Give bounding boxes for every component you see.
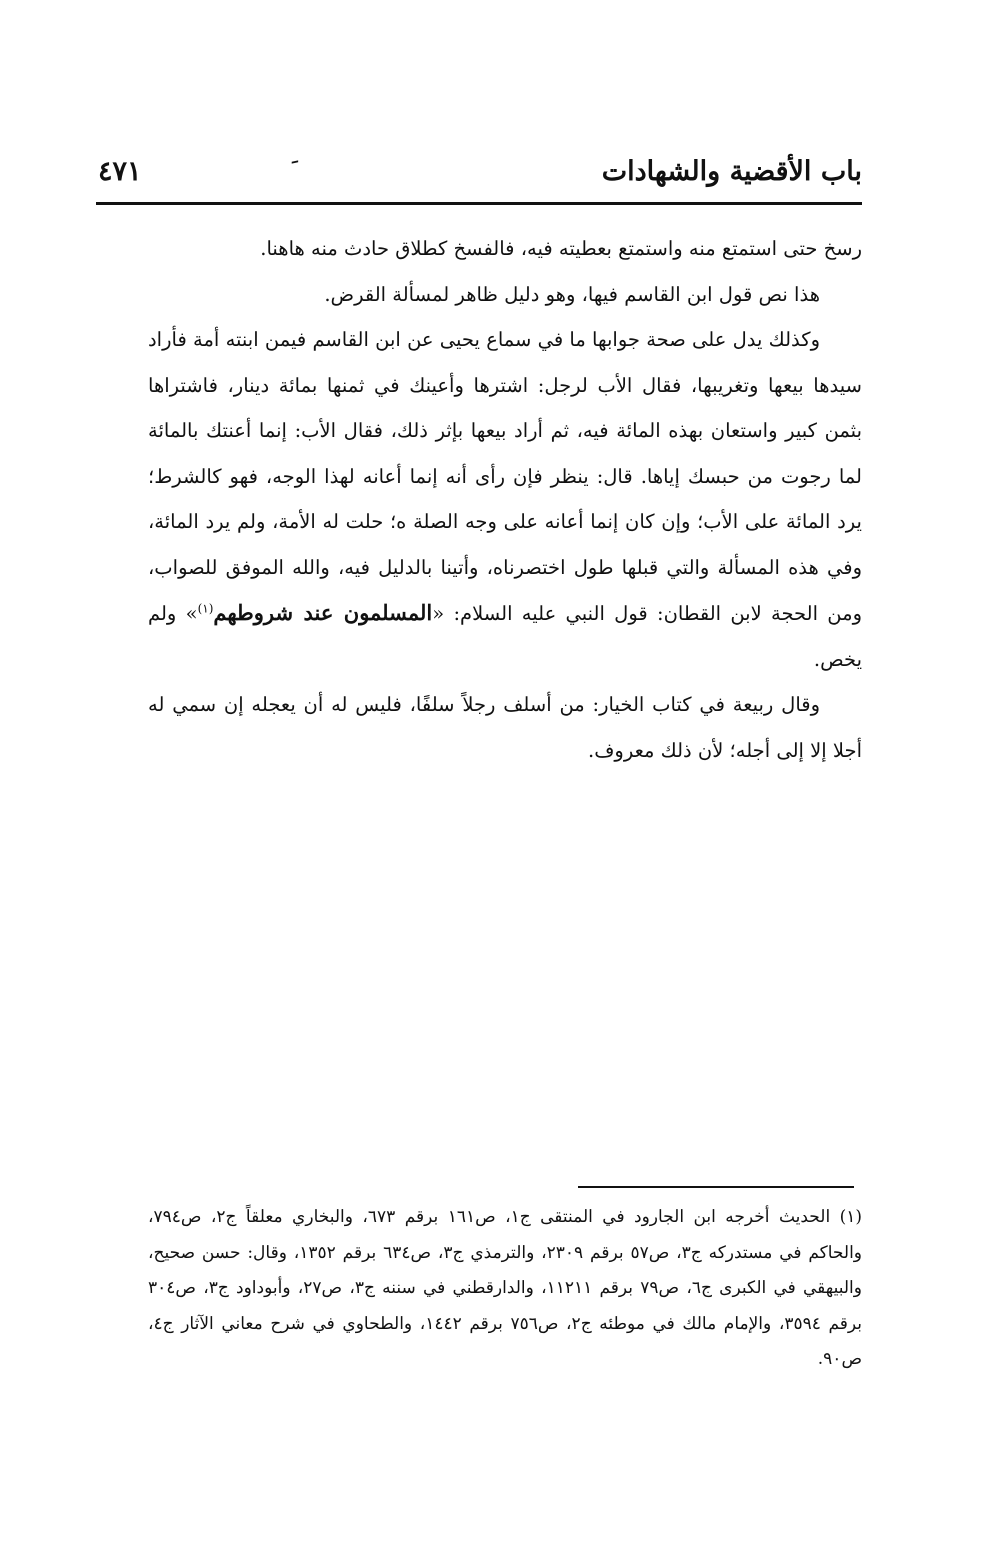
paragraph-2: هذا نص قول ابن القاسم فيها، وهو دليل ظاهر لمسألة القرض.	[324, 282, 820, 306]
footnote-1: (١) الحديث أخرجه ابن الجارود في المنتقى ج١، ص١٦١ برقم ٦٧٣، والبخاري معلقاً ج٢، ص٧٩٤، والحاكم في مستدركه ج٣، ص٥٧ برقم ٢٣٠٩، والترمذي ج٣، ص٦٣٤ برقم ١٣٥٢، وقال: حسن صحيح، والبيهقي في الكبرى ج٦، ص٧٩ برقم ١١٢١١، والدارقطني في سننه ج٣، ص٢٧، وأبوداود ج٣، ص٣٠٤ برقم ٣٥٩٤، والإمام مالك في موطئه ج٢، ص٧٥٦ برقم ١٤٤٢، والطحاوي في شرح معاني الآثار ج٤، ص٩٠.	[148, 1207, 863, 1369]
paragraph-4: وقال ربيعة في كتاب الخيار: من أسلف رجلاً سلفًا، فليس له أن يعجله إن سمي له أجلا إلا إلى أجله؛ لأن ذلك معروف.	[148, 693, 862, 762]
page-number: ٤٧١	[98, 156, 142, 187]
hadith-quote: المسلمون عند شروطهم	[213, 600, 433, 625]
footnote-separator	[578, 1186, 854, 1188]
running-header	[96, 150, 862, 200]
paragraph-3-text: وكذلك يدل على صحة جوابها ما في سماع يحيى عن ابن القاسم فيمن ابنته أمة فأراد سيدها بيعها وتغريبها، فقال الأب لرجل: اشترها وأعينك في ثمنها بمائة دينار، فاشتراها بثمن كبير واستعان بهذه المائة فيه، ثم أراد بيعها بإثر ذلك، فقال الأب: إنما أعنتك بالمائة لما رجوت من حبسك إياها. قال: ينظر فإن رأى أنه إنما أعانه لهذا الوجه، فهو كالشرط؛ يرد المائة على الأب؛ وإن كان إنما أعانه على وجه الصلة ه؛ حلت له الأمة، ولم يرد المائة، وفي هذه المسألة والتي قبلها طول اختصرناه، وأتينا بالدليل فيه، والله الموفق للصواب، ومن الحجة لابن القطان: قول النبي عليه السلام: «	[148, 328, 862, 625]
header-mark: ﹶ	[292, 156, 298, 180]
main-text	[148, 226, 862, 773]
paragraph-1: رسخ حتى استمتع منه واستمتع بعطيته فيه، فالفسخ كطلاق حادث منه هاهنا.	[260, 237, 862, 260]
paragraph-3-end: » ولم يخص.	[148, 602, 862, 671]
paragraph-3	[148, 317, 862, 682]
header-rule	[96, 202, 862, 205]
chapter-title: باب الأقضية والشهادات	[601, 156, 862, 187]
footnotes	[148, 1200, 862, 1378]
footnote-ref: (١)	[197, 601, 214, 616]
